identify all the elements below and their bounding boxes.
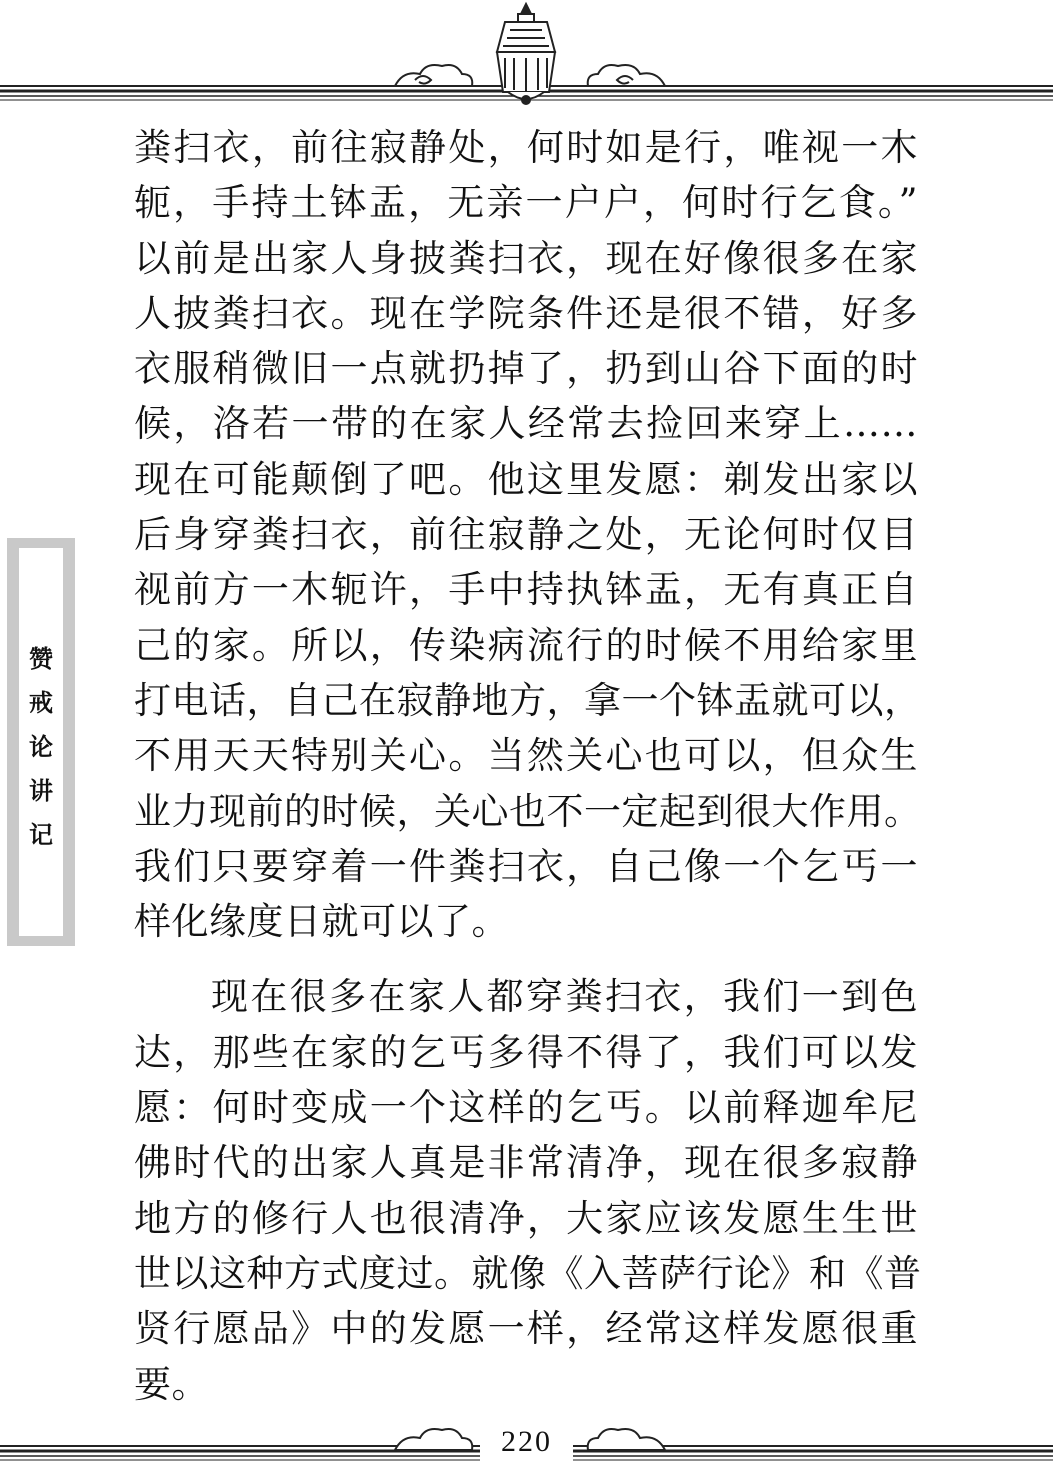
text-line: 现在很多在家人都穿粪扫衣，我们一到色 [211, 975, 918, 1019]
text-line: 候，洛若一带的在家人经常去捡回来穿上…… [134, 402, 918, 446]
text-line: 样化缘度日就可以了。 [134, 900, 509, 944]
text-line: 世以这种方式度过。就像《入菩萨行论》和《普 [134, 1251, 922, 1295]
text-line: 粪扫衣，前往寂静处，何时如是行，唯视一木 [134, 126, 918, 169]
text-line: 视前方一木轭许，手中持执钵盂，无有真正自 [134, 568, 918, 612]
text-line: 我们只要穿着一件粪扫衣，自己像一个乞丐一 [134, 844, 918, 888]
side-title-char: 论 [29, 732, 53, 761]
text-line: 达，那些在家的乞丐多得不得了，我们可以发 [134, 1030, 918, 1074]
text-line: 以前是出家人身披粪扫衣，现在好像很多在家 [134, 236, 918, 280]
text-line: 衣服稍微旧一点就扔掉了，扔到山谷下面的时 [134, 347, 918, 391]
side-title-inner [19, 548, 63, 936]
text-line: 不用天天特别关心。当然关心也可以，但众生 [134, 734, 918, 778]
paragraph-gap [134, 949, 918, 969]
text-line: 后身穿粪扫衣，前往寂静之处，无论何时仅目 [134, 513, 918, 557]
text-line: 人披粪扫衣。现在学院条件还是很不错，好多 [134, 291, 918, 335]
text-line: 业力现前的时候，关心也不一定起到很大作用。 [134, 789, 922, 833]
header-ornament [0, 0, 1053, 112]
side-title-char: 戒 [29, 688, 53, 717]
side-title-char: 记 [29, 820, 53, 849]
text-line: 愿：何时变成一个这样的乞丐。以前释迦牟尼 [134, 1086, 918, 1130]
text-line: 己的家。所以，传染病流行的时候不用给家里 [134, 623, 918, 667]
text-line: 轭，手持土钵盂，无亲一户户，何时行乞食。” [134, 181, 918, 225]
text-line: 贤行愿品》中的发愿一样，经常这样发愿很重 [134, 1307, 918, 1351]
side-title-char: 讲 [29, 776, 53, 805]
paragraph-1 [134, 120, 922, 949]
body-text [134, 120, 922, 1412]
text-line: 佛时代的出家人真是非常清净，现在很多寂静 [134, 1141, 918, 1185]
text-line: 现在可能颠倒了吧。他这里发愿：剃发出家以 [134, 457, 918, 501]
text-line: 打电话，自己在寂静地方，拿一个钵盂就可以， [134, 678, 922, 722]
side-title-char: 赞 [29, 644, 53, 673]
page-number: 220 [501, 1425, 552, 1458]
text-line: 地方的修行人也很清净，大家应该发愿生生世 [134, 1196, 918, 1240]
text-line: 要。 [134, 1362, 209, 1406]
victory-banner-icon [497, 4, 555, 104]
paragraph-2 [134, 969, 922, 1411]
side-title-tab [7, 538, 75, 946]
